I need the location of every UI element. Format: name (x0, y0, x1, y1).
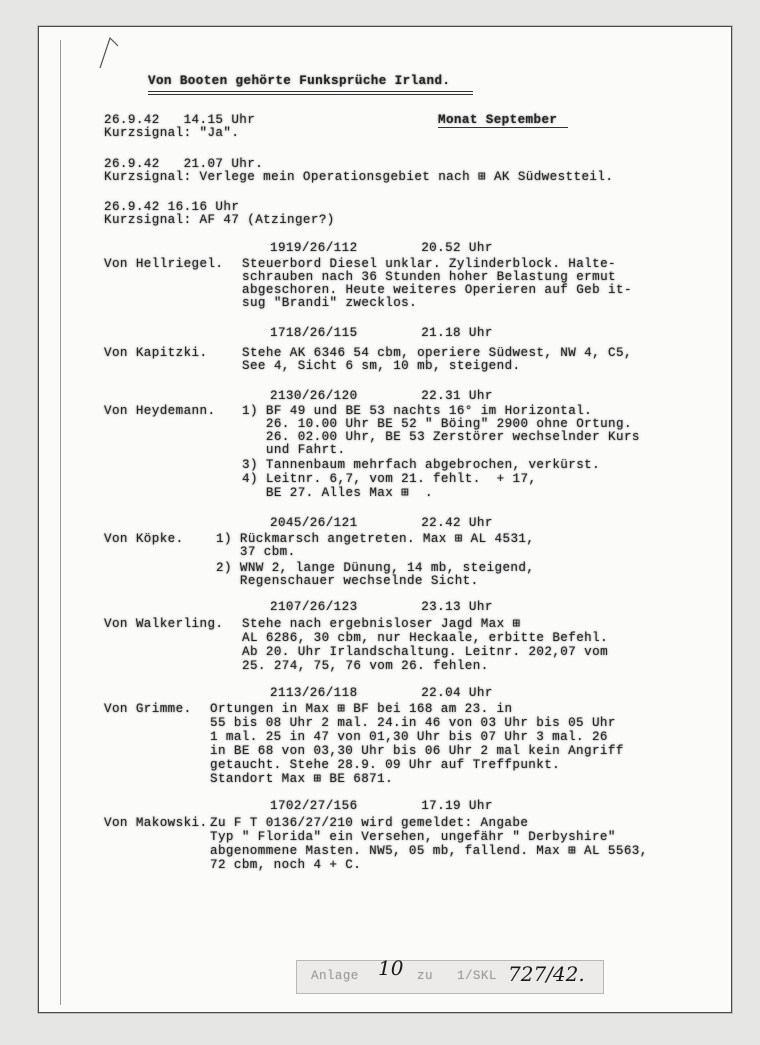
message-line: 1 mal. 25 in 47 von 01,30 Uhr bis 07 Uhr 3 mal. 26 (210, 730, 608, 744)
entry-1-datetime: 26.9.42 14.15 Uhr (104, 113, 256, 127)
message-line: in BE 68 von 03,30 Uhr bis 06 Uhr 2 mal kein Angriff (210, 744, 624, 758)
message-line: 1) BF 49 und BE 53 nachts 16° im Horizontal. (242, 404, 593, 418)
message-line: Ortungen in Max ⊞ BF bei 168 am 23. in (210, 702, 513, 716)
message-ref: 1702/27/156 17.19 Uhr (270, 799, 493, 813)
message-sender: Von Heydemann. (104, 404, 216, 418)
page-title: Von Booten gehörte Funksprüche Irland. (148, 74, 451, 88)
message-ref: 1919/26/112 20.52 Uhr (270, 241, 493, 255)
message-line: 26. 02.00 Uhr, BE 53 Zerstörer wechselnder Kurs (242, 430, 640, 444)
entry-1-text: Kurzsignal: "Ja". (104, 126, 240, 140)
stamp-label-zu: zu (417, 969, 433, 983)
message-line: 72 cbm, noch 4 + C. (210, 858, 362, 872)
message-sender: Von Köpke. (104, 532, 184, 546)
message-sender: Von Walkerling. (104, 617, 224, 631)
message-line: 4) Leitnr. 6,7, vom 21. fehlt. + 17, (242, 472, 537, 486)
message-line: 55 bis 08 Uhr 2 mal. 24.in 46 von 03 Uhr bis 05 Uhr (210, 716, 616, 730)
message-sender: Von Kapitzki. (104, 346, 208, 360)
message-line: 2) WNW 2, lange Dünung, 14 mb, steigend, (216, 561, 535, 575)
message-ref: 2113/26/118 22.04 Uhr (270, 686, 493, 700)
stamp-label-skl: 1/SKL (457, 969, 497, 983)
entry-2-text: Kurzsignal: Verlege mein Operationsgebiet nach ⊞ AK Südwestteil. (104, 170, 614, 184)
entry-3-datetime: 26.9.42 16.16 Uhr (104, 200, 240, 214)
entry-2-datetime: 26.9.42 21.07 Uhr. (104, 157, 264, 171)
pencil-mark-icon (96, 32, 124, 72)
message-ref: 2130/26/120 22.31 Uhr (270, 389, 493, 403)
message-line: BE 27. Alles Max ⊞ . (242, 486, 434, 500)
handwritten-reference: 727/42. (508, 962, 585, 986)
message-line: 37 cbm. (216, 545, 296, 559)
title-underline (148, 91, 473, 95)
message-line: 3) Tannenbaum mehrfach abgebrochen, verkürst. (242, 458, 601, 472)
stamp-label-anlage: Anlage (311, 969, 359, 983)
message-ref: 1718/26/115 21.18 Uhr (270, 326, 493, 340)
message-sender: Von Grimme. (104, 702, 192, 716)
message-line: Regenschauer wechselnde Sicht. (216, 574, 479, 588)
message-line: AL 6286, 30 cbm, nur Heckaale, erbitte Befehl. (242, 631, 609, 645)
message-line: See 4, Sicht 6 sm, 10 mb, steigend. (242, 359, 521, 373)
message-line: schrauben nach 36 Stunden hoher Belastung ermut (242, 270, 617, 284)
message-line: Standort Max ⊞ BE 6871. (210, 772, 394, 786)
message-ref: 2107/26/123 23.13 Uhr (270, 600, 493, 614)
message-line: Stehe AK 6346 54 cbm, operiere Südwest, NW 4, C5, (242, 346, 632, 360)
message-line: abgeschoren. Heute weiteres Operieren auf Geb it- (242, 283, 632, 297)
message-line: 1) Rückmarsch angetreten. Max ⊞ AL 4531, (216, 532, 535, 546)
message-line: getaucht. Stehe 28.9. 09 Uhr auf Treffpunkt. (210, 758, 561, 772)
message-line: 26. 10.00 Uhr BE 52 " Böing" 2900 ohne Ortung. (242, 417, 632, 431)
message-line: Ab 20. Uhr Irlandschaltung. Leitnr. 202,07 vom (242, 645, 609, 659)
month-underline (438, 127, 568, 128)
month-heading: Monat September (438, 113, 558, 127)
message-ref: 2045/26/121 22.42 Uhr (270, 516, 493, 530)
message-sender: Von Hellriegel. (104, 257, 224, 271)
entry-3-text: Kurzsignal: AF 47 (Atzinger?) (104, 213, 335, 227)
message-line: Zu F T 0136/27/210 wird gemeldet: Angabe (210, 816, 529, 830)
message-line: sug "Brandi" zwecklos. (242, 296, 418, 310)
message-sender: Von Makowski. (104, 816, 208, 830)
message-line: und Fahrt. (242, 443, 346, 457)
message-line: Stehe nach ergebnisloser Jagd Max ⊞ (242, 617, 521, 631)
message-line: Typ " Florida" ein Versehen, ungefähr " Derbyshire" (210, 830, 616, 844)
handwritten-attachment-number: 10 (378, 956, 404, 980)
message-line: Steuerbord Diesel unklar. Zylinderblock. Halte- (242, 257, 617, 271)
message-line: 25. 274, 75, 76 vom 26. fehlen. (242, 659, 489, 673)
message-line: abgenommene Masten. NW5, 05 mb, fallend. Max ⊞ AL 5563, (210, 844, 648, 858)
